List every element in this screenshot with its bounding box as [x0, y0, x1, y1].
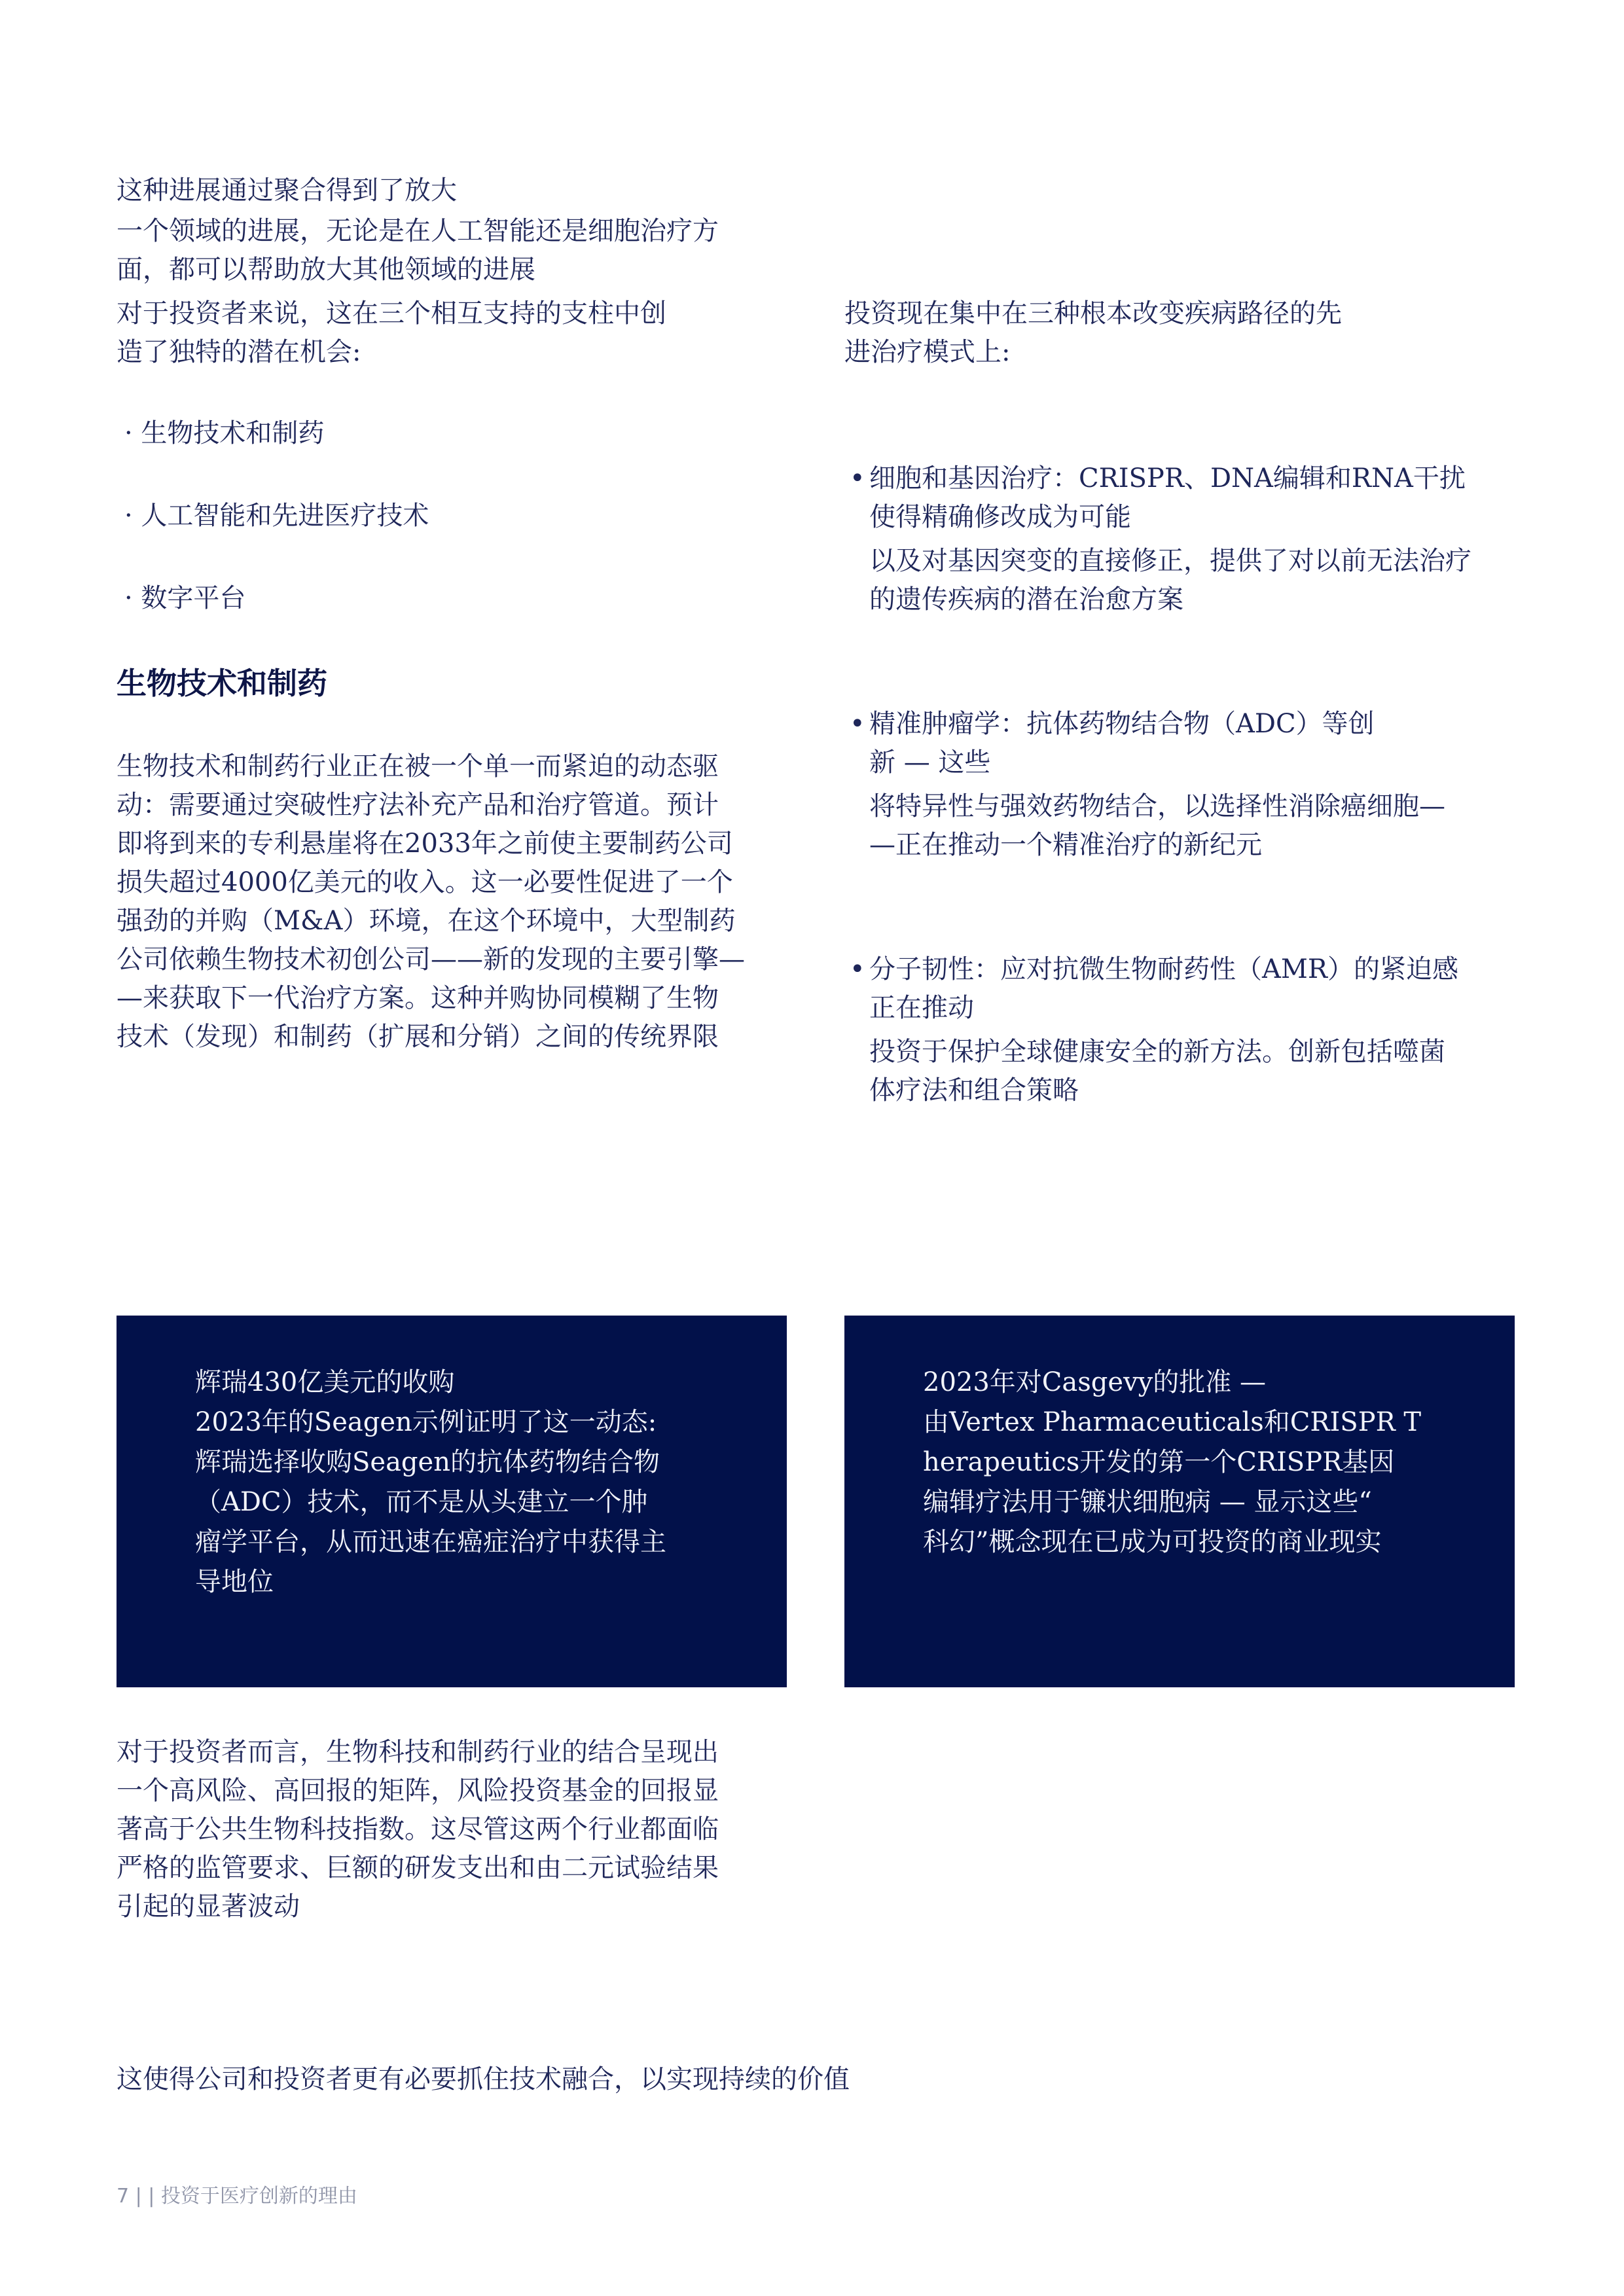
- section-body: 生物技术和制药行业正在被一个单一而紧迫的动态驱 动：需要通过突破性疗法补充产品和治疗管道。预计 即将到来的专利悬崖将在2033年之前使主要制药公司 损失超过4000亿美元的收入。这一必要性促进了一个 强劲的并购（M&A）环境，在这个环境中，大型制药 公司依赖生物技术初创公司——新的发现的主要引擎— —来获取下一代治疗方案。这种并购协同模糊了生物 技术（发现）和制药（扩展和分销）之间的传统界限: [117, 751, 745, 1052]
- bullet-cell-gene-therapy: [850, 459, 1537, 619]
- pillar-item: · 人工智能和先进医疗技术: [124, 501, 429, 531]
- bullet-body: 投资于保护全球健康安全的新方法。创新包括噬菌 体疗法和组合策略: [869, 1037, 1445, 1105]
- callout-text: 2023年对Casgevy的批准 — 由Vertex Pharmaceuticals和CRISPR T herapeutics开发的第一个CRISPR基因 编辑疗法用于镰状细胞病 — 显示这些“ 科幻”概念现在已成为可投资的商业现实: [923, 1367, 1422, 1557]
- pillars-list: [124, 414, 713, 624]
- bullet-dot: •: [850, 709, 865, 739]
- pillar-item: · 生物技术和制药: [124, 418, 325, 448]
- bullet-body: 以及对基因突变的直接修正，提供了对以前无法治疗 的遗传疾病的潜在治愈方案: [869, 546, 1471, 615]
- callout-box-casgevy: [844, 1316, 1515, 1687]
- pillar-item: · 数字平台: [124, 583, 246, 613]
- investor-intro: 对于投资者来说，这在三个相互支持的支柱中创 造了独特的潜在机会:: [117, 298, 666, 367]
- bullet-head: 精准肿瘤学：抗体药物结合物（ADC）等创 新 — 这些: [869, 709, 1375, 778]
- bullet-head: 细胞和基因治疗：CRISPR、DNA编辑和RNA干扰 使得精确修改成为可能: [869, 463, 1466, 532]
- conclusion-text: 这使得公司和投资者更有必要抓住技术融合，以实现持续的价值: [117, 2064, 850, 2094]
- right-intro: 投资现在集中在三种根本改变疾病路径的先 进治疗模式上:: [844, 298, 1342, 367]
- callout-box-pfizer: [117, 1316, 787, 1687]
- bullet-dot: •: [850, 954, 865, 984]
- page-footer: 7 | | 投资于医疗创新的理由: [117, 2185, 357, 2208]
- bullet-dot: •: [850, 463, 865, 493]
- bullet-body: 将特异性与强效药物结合，以选择性消除癌细胞— —正在推动一个精准治疗的新纪元: [869, 791, 1445, 860]
- section-heading: 生物技术和制药: [117, 666, 327, 701]
- bullet-head: 分子韧性：应对抗微生物耐药性（AMR）的紧迫感 正在推动: [869, 954, 1458, 1023]
- bullet-precision-oncology: [850, 705, 1537, 865]
- intro-body: 一个领域的进展，无论是在人工智能还是细胞治疗方 面，都可以帮助放大其他领域的进展: [117, 216, 719, 285]
- callout-text: 辉瑞430亿美元的收购 2023年的Seagen示例证明了这一动态: 辉瑞选择收购Seagen的抗体药物结合物 （ADC）技术，而不是从头建立一个肿 瘤学平台，从而迅速在癌症治疗中获得主 导地位: [195, 1367, 666, 1597]
- bullet-molecular-resilience: [850, 950, 1537, 1110]
- investor-paragraph: 对于投资者而言，生物科技和制药行业的结合呈现出 一个高风险、高回报的矩阵，风险投资基金的回报显 著高于公共生物科技指数。这尽管这两个行业都面临 严格的监管要求、巨额的研发支出和由二元试验结果 引起的显著波动: [117, 1737, 719, 1922]
- intro-title: 这种进展通过聚合得到了放大: [117, 175, 457, 206]
